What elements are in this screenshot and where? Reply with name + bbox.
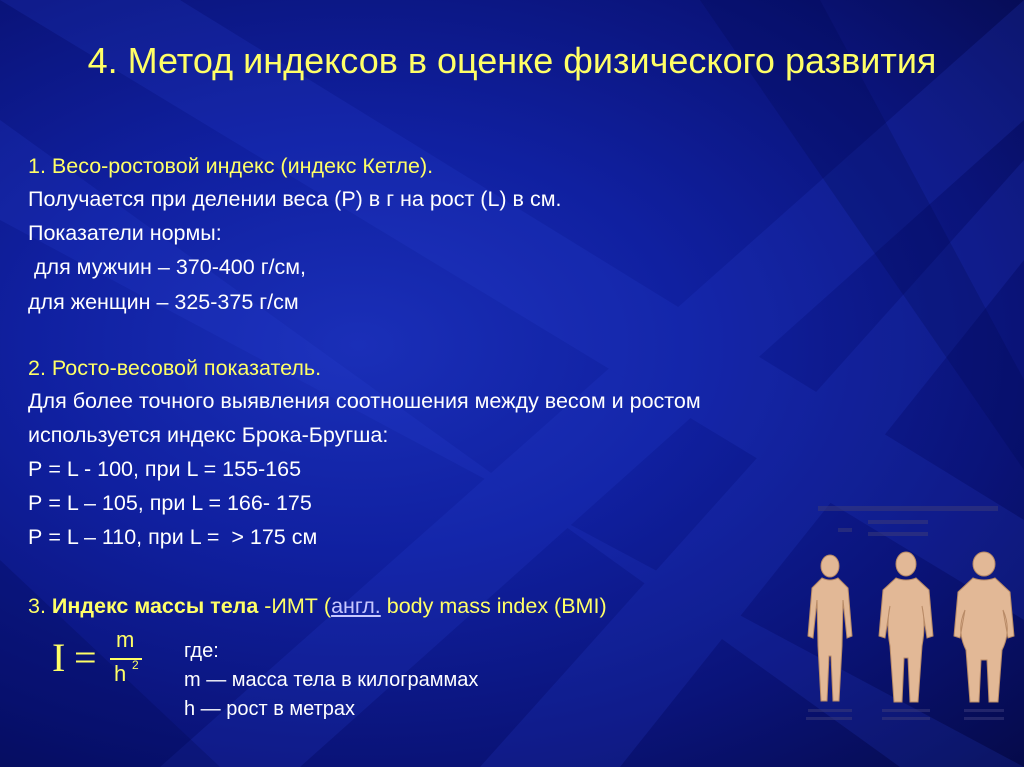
figure-overweight <box>879 552 933 702</box>
section3-heading-bold: Индекс массы тела <box>51 594 259 618</box>
section3-heading-tail: body mass index (BMI) <box>380 594 607 618</box>
section3-number: 3. <box>28 594 52 618</box>
broca-formula: Р = L - 100, при L = 155-165 <box>28 457 302 481</box>
legend-m: m — масса тела в килограммах <box>184 669 479 691</box>
legend-where: где: <box>184 640 219 662</box>
formula-numerator: m <box>116 627 135 652</box>
section2-heading: 2. Росто-весовой показатель. <box>28 356 322 380</box>
bmi-body-illustration <box>798 496 1024 726</box>
section1-heading: 1. Весо-ростовой индекс (индекс Кетле). <box>28 154 434 178</box>
human-figures-image <box>798 496 1024 726</box>
formula-denominator: h <box>114 661 127 686</box>
english-link[interactable]: англ. <box>331 594 381 618</box>
formula-equals: = <box>74 635 97 680</box>
bmi-formula <box>52 628 152 688</box>
section1-line: Получается при делении веса (Р) в г на рост (L) в см. <box>28 187 562 211</box>
figure-obese <box>954 552 1014 702</box>
slide-title: 4. Метод индексов в оценке физического развития <box>87 40 937 81</box>
section2-line: используется индекс Брока-Бругша: <box>28 423 389 447</box>
section1-line: Показатели нормы: <box>28 221 222 245</box>
legend-h: h — рост в метрах <box>184 698 355 720</box>
formula-index-symbol: I <box>52 635 66 680</box>
section1-line: для мужчин – 370-400 г/см, <box>28 255 307 279</box>
broca-formula: Р = L – 110, при L = > 175 см <box>28 525 318 549</box>
section1-line: для женщин – 325-375 г/см <box>28 290 299 314</box>
section2-line: Для более точного выявления соотношения между весом и ростом <box>28 389 701 413</box>
section3-heading-rest: -ИМТ ( <box>258 594 332 618</box>
section3-heading <box>28 590 607 622</box>
figure-normal <box>808 555 852 701</box>
broca-formula: Р = L – 105, при L = 166- 175 <box>28 491 312 515</box>
formula-exponent: 2 <box>132 658 139 672</box>
